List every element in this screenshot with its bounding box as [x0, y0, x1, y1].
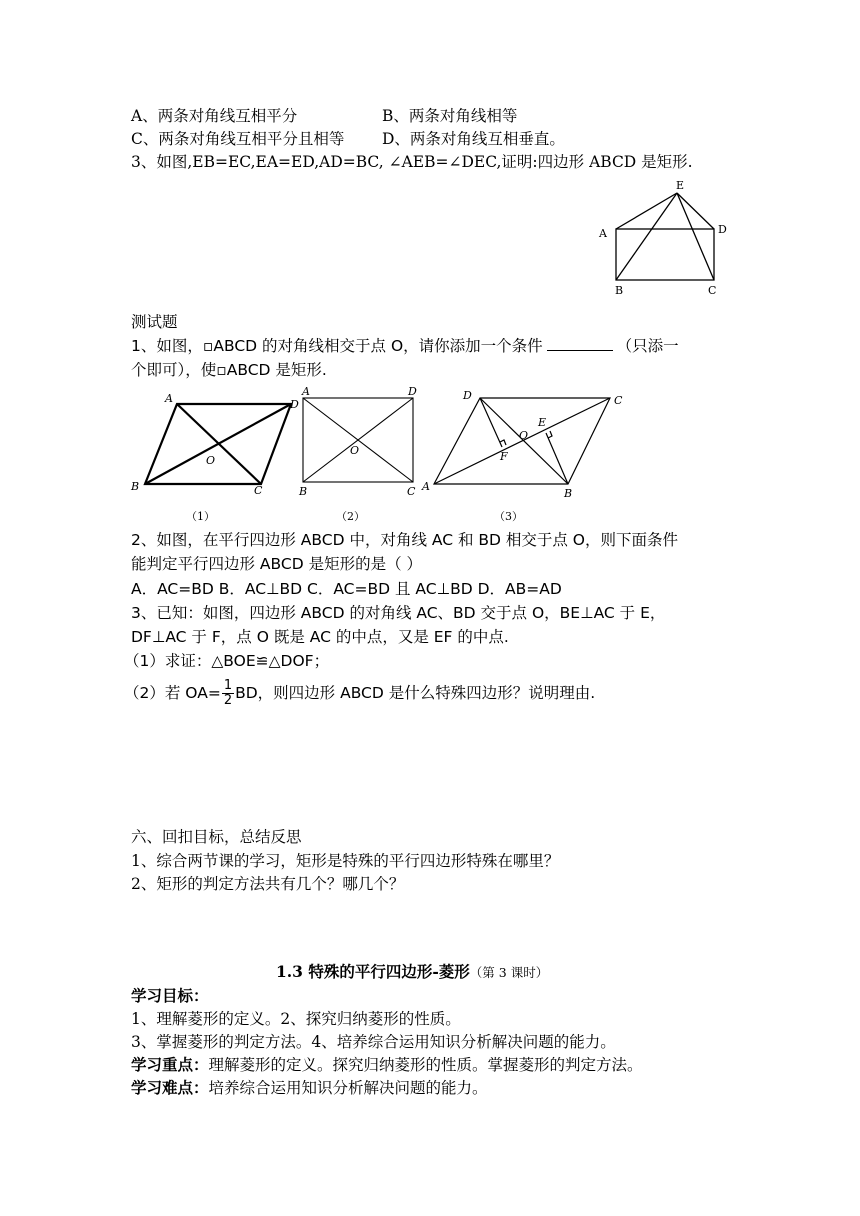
- option-b: B、两条对角线相等: [382, 107, 518, 125]
- test-q3-line1: 3、已知：如图，四边形 ABCD 的对角线 AC、BD 交于点 O，BE⊥AC 于 E，: [131, 604, 666, 622]
- fraction-numerator: 1: [223, 678, 233, 693]
- reflect-q2: 2、矩形的判定方法共有几个？哪几个？: [131, 875, 405, 893]
- test-q3-part1: （1）求证：△BOE≌△DOF；: [124, 652, 330, 670]
- goal-line-2: 3、掌握菱形的判定方法。4、培养综合运用知识分析解决问题的能力。: [131, 1033, 616, 1051]
- fig1-label-a: A: [165, 392, 173, 405]
- question-3-top: 3、如图,EB=EC,EA=ED,AD=BC, ∠AEB=∠DEC,证明:四边形 ABCD 是矩形.: [131, 153, 693, 171]
- fig1-caption: （1）: [186, 510, 215, 523]
- fig1-label-c: C: [254, 484, 263, 497]
- label-b: B: [615, 284, 624, 297]
- fig1-label-b: B: [131, 480, 140, 493]
- test-q3-part2-suffix: BD，则四边形 ABCD 是什么特殊四边形？说明理由.: [235, 684, 596, 702]
- diff-label: 学习难点：: [131, 1078, 209, 1097]
- test-q1-tail: （只添一: [616, 337, 679, 355]
- fig3-caption: （3）: [494, 510, 523, 523]
- fig2-label-o: O: [350, 444, 360, 457]
- test-q3-part2: [124, 678, 595, 708]
- test-q2-line2: 能判定平行四边形 ABCD 是矩形的是（ ）: [131, 555, 423, 573]
- difficult-points: [131, 1078, 488, 1098]
- fig3-label-c: C: [614, 394, 623, 407]
- fig3-label-f: F: [500, 450, 508, 463]
- key-points: [131, 1055, 643, 1075]
- test-q1-text: 1、如图，▫ABCD 的对角线相交于点 O，请你添加一个条件: [131, 337, 543, 355]
- key-text: 理解菱形的定义。探究归纳菱形的性质。掌握菱形的判定方法。: [208, 1056, 643, 1074]
- option-a: A、两条对角线互相平分: [131, 107, 298, 125]
- test-q3-part2-prefix: （2）若 OA=: [124, 684, 221, 702]
- test-heading: 测试题: [131, 313, 178, 331]
- label-d: D: [718, 223, 727, 236]
- test-q1-line1: [131, 336, 679, 356]
- goal-label: 学习目标：: [131, 986, 209, 1005]
- option-d: D、两条对角线互相垂直。: [382, 130, 565, 148]
- fig1-label-d: D: [290, 398, 299, 411]
- fig2-caption: （2）: [336, 510, 365, 523]
- fig2-label-d: D: [408, 385, 417, 398]
- test-q2-line1: 2、如图，在平行四边形 ABCD 中，对角线 AC 和 BD 相交于点 O，则下面条件: [131, 531, 678, 549]
- fig3-label-b: B: [564, 487, 573, 500]
- fig3-label-e: E: [538, 416, 547, 429]
- fraction-one-half: [222, 679, 234, 708]
- figure-3-parallelogram: [420, 386, 630, 504]
- reflect-q1: 1、综合两节课的学习，矩形是特殊的平行四边形特殊在哪里？: [131, 852, 560, 870]
- fig3-label-d: D: [463, 389, 472, 402]
- test-q2-options: A．AC=BD B．AC⊥BD C．AC=BD 且 AC⊥BD D．AB=AD: [131, 580, 562, 598]
- lesson-title-note: （第 3 课时）: [469, 965, 549, 980]
- goal-line-1: 1、理解菱形的定义。2、探究归纳菱形的性质。: [131, 1010, 461, 1028]
- fig2-label-b: B: [299, 485, 308, 498]
- figure-rectangle-e: [590, 170, 740, 305]
- test-q3-line2: DF⊥AC 于 F，点 O 既是 AC 的中点，又是 EF 的中点.: [131, 628, 509, 646]
- fraction-denominator: 2: [223, 693, 233, 708]
- fig3-label-a: A: [422, 480, 430, 493]
- fig3-label-o: O: [519, 429, 529, 442]
- test-q1-line2: 个即可），使▫ABCD 是矩形.: [131, 361, 327, 379]
- lesson-title: 1.3 特殊的平行四边形-菱形: [276, 962, 470, 981]
- reflect-heading: 六、回扣目标，总结反思: [131, 828, 302, 846]
- fig1-label-o: O: [206, 454, 216, 467]
- label-a: A: [599, 227, 607, 240]
- answer-blank: [547, 336, 613, 351]
- label-e: E: [676, 179, 685, 192]
- label-c: C: [708, 284, 717, 297]
- rectangle-abcd: [616, 229, 714, 280]
- lesson-title-line: [276, 962, 548, 983]
- figure-2-rectangle: [295, 384, 430, 504]
- option-c: C、两条对角线互相平分且相等: [131, 130, 345, 148]
- key-label: 学习重点：: [131, 1055, 209, 1074]
- fig2-label-c: C: [407, 485, 416, 498]
- fig2-label-a: A: [302, 385, 310, 398]
- figure-1-parallelogram: [125, 388, 308, 508]
- diff-text: 培养综合运用知识分析解决问题的能力。: [208, 1079, 488, 1097]
